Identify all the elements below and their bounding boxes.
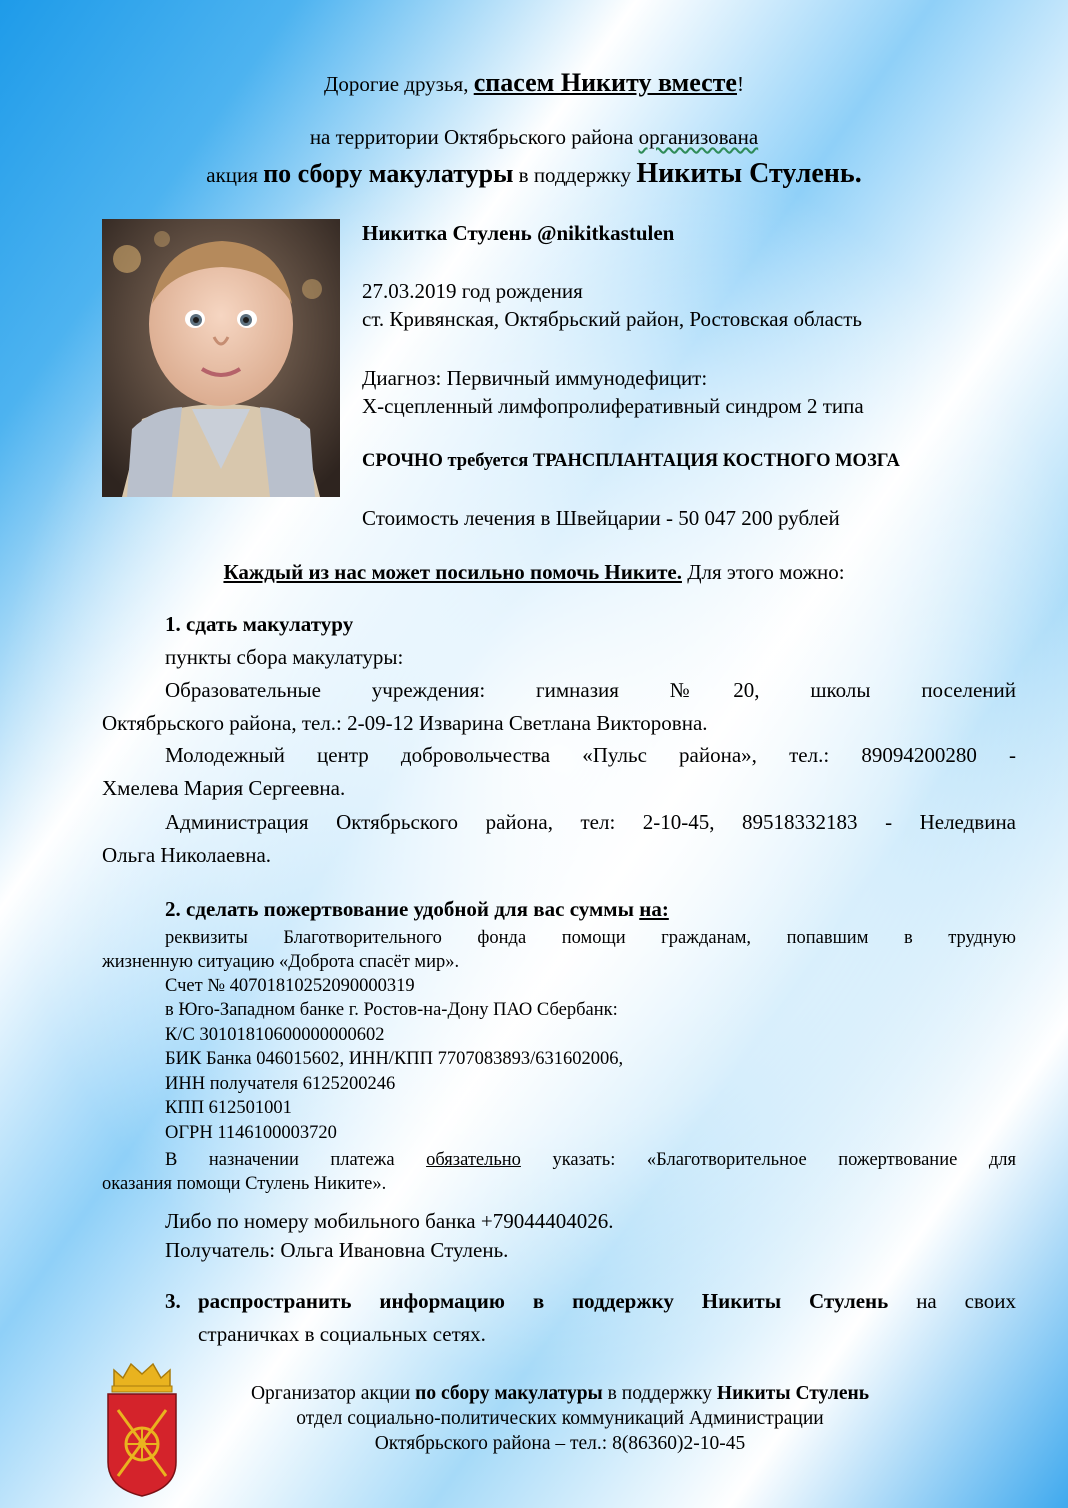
point-2-line-1: Молодежный центр добровольчества «Пульс района», тел.: 89094200280 - — [165, 743, 1016, 767]
child-name: Никитка Стулень @nikitkastulen — [362, 221, 675, 245]
point-3-line-2: Ольга Николаевна. — [102, 843, 272, 867]
account-number: Счет № 40701810252090000319 — [165, 976, 415, 996]
payment-purpose-line-2: оказания помощи Стулень Никите». — [102, 1174, 387, 1194]
birth-date: 27.03.2019 год рождения — [362, 279, 583, 303]
location: ст. Кривянская, Октябрьский район, Ростовская область — [362, 307, 863, 331]
step-3-line-2: страничках в социальных сетях. — [198, 1322, 486, 1346]
requisites-line-1: реквизиты Благотворительного фонда помощи гражданам, попавшим в трудную — [165, 928, 1016, 948]
recipient-inn: ИНН получателя 6125200246 — [165, 1074, 396, 1094]
recipient-name: Получатель: Ольга Ивановна Стулень. — [165, 1238, 509, 1262]
step-1-title: 1. сдать макулатуру — [165, 612, 354, 636]
greeting-text: Дорогие друзья, — [324, 72, 474, 96]
ogrn: ОГРН 1146100003720 — [165, 1123, 337, 1143]
child-photo — [102, 219, 340, 497]
help-intro: Каждый из нас может посильно помочь Никите. Для этого можно: — [223, 560, 845, 584]
header-line-1: Дорогие друзья, спасем Никиту вместе! — [324, 68, 744, 97]
bank-name: в Юго-Западном банке г. Ростов-на-Дону ПАО Сбербанк: — [165, 1000, 618, 1020]
point-1-line-2: Октябрьского района, тел.: 2-09-12 Изварина Светлана Викторовна. — [102, 711, 708, 735]
footer-organizer: Организатор акции по сбору макулатуры в поддержку Никиты Стулень — [250, 1383, 870, 1404]
point-2-line-2: Хмелева Мария Сергеевна. — [102, 776, 346, 800]
diagnosis-line-1: Диагноз: Первичный иммунодефицит: — [362, 366, 708, 390]
treatment-cost: Стоимость лечения в Швейцарии - 50 047 200 рублей — [362, 506, 840, 530]
header-line-3: акция по сбору макулатуры в поддержку Никиты Стулень. — [206, 158, 862, 189]
collection-points-label: пункты сбора макулатуры: — [165, 645, 404, 669]
footer-contact: Октябрьского района – тел.: 8(86360)2-10-45 — [374, 1433, 746, 1454]
headline: спасем Никиту вместе — [473, 68, 737, 97]
header-line-2: на территории Октябрьского района организована — [309, 125, 759, 149]
step-2-title: 2. сделать пожертвование удобной для вас суммы на: — [165, 897, 669, 921]
requisites-line-2: жизненную ситуацию «Доброта спасёт мир». — [102, 952, 460, 972]
point-3-line-1: Администрация Октябрьского района, тел: 2-10-45, 89518332183 - Неледвина — [165, 810, 1016, 834]
point-1-line-1: Образовательные учреждения: гимназия №20, школы поселений — [165, 678, 1016, 702]
urgent-notice: СРОЧНО требуется ТРАНСПЛАНТАЦИЯ КОСТНОГО МОЗГА — [362, 451, 900, 471]
correspondent-account: К/С 30101810600000000602 — [165, 1025, 385, 1045]
child-portrait-image — [102, 219, 340, 497]
diagnosis-line-2: Х-сцепленный лимфопролиферативный синдром 2 типа — [362, 394, 864, 418]
bik-inn-kpp: БИК Банка 046015602, ИНН/КПП 7707083893/631602006, — [165, 1049, 624, 1069]
step-3-number: 3. — [165, 1289, 181, 1313]
kpp: КПП 612501001 — [165, 1098, 292, 1118]
step-3-line-1: распространить информацию в поддержку Никиты Стулень на своих — [198, 1289, 1017, 1313]
footer-department: отдел социально-политических коммуникаций Администрации — [296, 1408, 824, 1429]
mobile-bank-number: Либо по номеру мобильного банка +79044404026. — [165, 1209, 614, 1233]
payment-purpose-line-1: В назначении платежа обязательно указать: «Благотворительное пожертвование для — [165, 1150, 1016, 1170]
